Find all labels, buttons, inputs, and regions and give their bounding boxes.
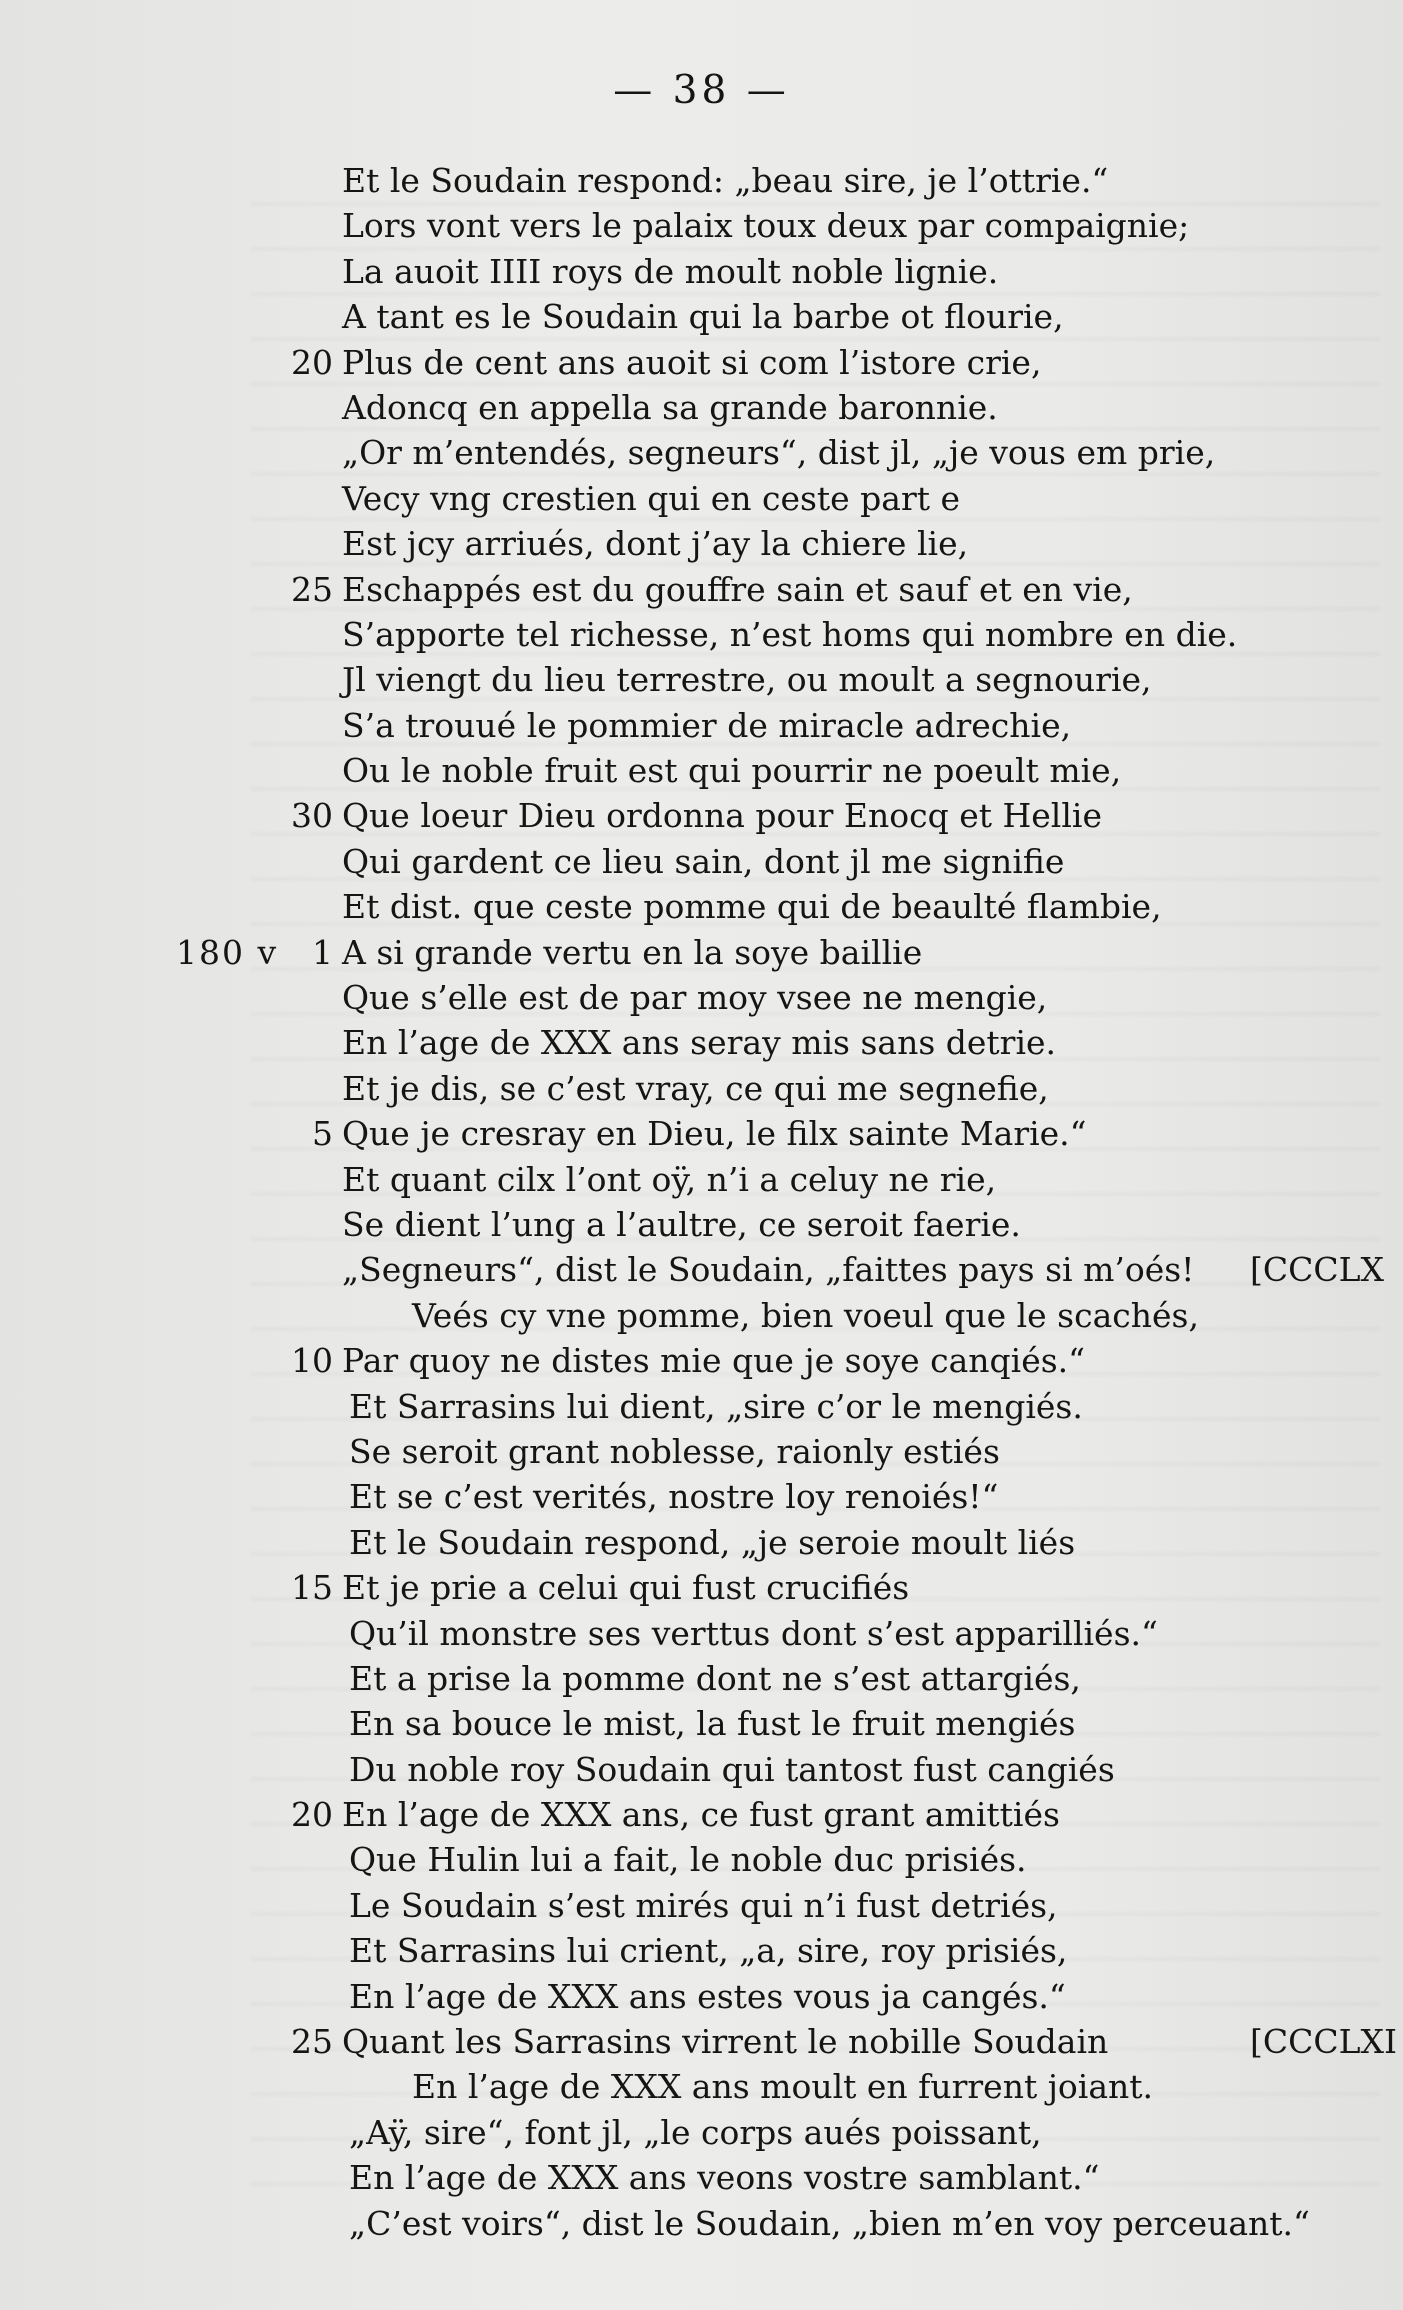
verse-text: Le Soudain s’est mirés qui n’i fust detriés, [349, 1885, 1058, 1925]
verse-line [0, 2201, 1403, 2246]
verse-text: „Aÿ, sire“, font jl, „le corps aués poissant, [349, 2112, 1042, 2152]
line-number: 20 [291, 1795, 333, 1835]
verse-line [0, 340, 1403, 385]
line-number: 1 [312, 932, 333, 972]
verse-line [0, 1565, 1403, 1610]
verse-line [0, 930, 1403, 975]
verse-text: Qu’il monstre ses verttus dont s’est apparilliés.“ [349, 1613, 1158, 1653]
verse-text: Vecy vng crestien qui en ceste part e [342, 478, 961, 518]
verse-text: En l’age de XXX ans estes vous ja cangés.“ [349, 1976, 1066, 2016]
verse-line [0, 1701, 1403, 1746]
verse-text: Veés cy vne pomme, bien voeul que le scachés, [412, 1295, 1199, 1335]
stanza-marker: [CCCLX [1250, 1250, 1385, 1290]
verse-text: A si grande vertu en la soye baillie [342, 932, 923, 972]
verse-line [0, 2064, 1403, 2109]
verse-text: En l’age de XXX ans, ce fust grant amittiés [342, 1795, 1060, 1835]
verse-text: „Or m’entendés, segneurs“, dist jl, „je vous em prie, [342, 433, 1216, 473]
verse-line [0, 1066, 1403, 1111]
verse-text: Que je cresray en Dieu, le filx sainte Marie.“ [342, 1114, 1087, 1154]
verse-line [0, 1611, 1403, 1656]
folio-marker: 180 v [176, 932, 279, 972]
verse-line [0, 748, 1403, 793]
verse-text: Qui gardent ce lieu sain, dont jl me signifie [342, 841, 1065, 881]
verse-text: Et a prise la pomme dont ne s’est attargiés, [349, 1658, 1081, 1698]
verse-line [0, 2155, 1403, 2200]
verse-line [0, 294, 1403, 339]
verse-text: Eschappés est du gouffre sain et sauf et en vie, [342, 569, 1133, 609]
verse-line [0, 1384, 1403, 1429]
verse-text: „C’est voirs“, dist le Soudain, „bien m’en voy perceuant.“ [349, 2203, 1310, 2243]
line-number: 10 [291, 1341, 333, 1381]
verse-line [0, 793, 1403, 838]
verse-line [0, 1656, 1403, 1701]
verse-line [0, 1520, 1403, 1565]
verse-text: Plus de cent ans auoit si com l’istore crie, [342, 342, 1042, 382]
page-number: — 38 — [613, 68, 790, 113]
verse-text: En l’age de XXX ans seray mis sans detrie. [342, 1023, 1057, 1063]
verse-text: Ou le noble fruit est qui pourrir ne poeult mie, [342, 751, 1122, 791]
verse-line [0, 1111, 1403, 1156]
verse-line [0, 839, 1403, 884]
verse-line [0, 2019, 1403, 2064]
verse-text: Quant les Sarrasins virrent le nobille Soudain [342, 2022, 1109, 2062]
verse-line [0, 476, 1403, 521]
verse-text: Du noble roy Soudain qui tantost fust cangiés [349, 1749, 1115, 1789]
verse-line [0, 1020, 1403, 1065]
verse-text: En l’age de XXX ans moult en furrent joiant. [412, 2067, 1154, 2107]
line-number: 15 [291, 1568, 333, 1608]
verse-text: Et Sarrasins lui crient, „a, sire, roy prisiés, [349, 1931, 1068, 1971]
verse-line [0, 430, 1403, 475]
verse-text: La auoit IIII roys de moult noble lignie. [342, 251, 999, 291]
verse-text: Adoncq en appella sa grande baronnie. [342, 387, 998, 427]
verse-text: Est jcy arriués, dont j’ay la chiere lie, [342, 524, 969, 564]
verse-line [0, 1928, 1403, 1973]
verse-line [0, 1974, 1403, 2019]
verse-text: „Segneurs“, dist le Soudain, „faittes pays si m’oés! [342, 1250, 1195, 1290]
verse-text: Et le Soudain respond: „beau sire, je l’ottrie.“ [342, 161, 1109, 200]
verse-text: Et dist. que ceste pomme qui de beaulté flambie, [342, 887, 1162, 927]
verse-text: En sa bouce le mist, la fust le fruit mengiés [349, 1704, 1076, 1744]
verse-text: Et je dis, se c’est vray, ce qui me segnefie, [342, 1068, 1049, 1108]
verse-text: Jl viengt du lieu terrestre, ou moult a segnourie, [342, 660, 1152, 700]
verse-line [0, 1429, 1403, 1474]
verse-line [0, 1293, 1403, 1338]
verse-line [0, 1157, 1403, 1202]
verse-line [0, 1338, 1403, 1383]
verse-line [0, 521, 1403, 566]
verse-text: Se dient l’ung a l’aultre, ce seroit faerie. [342, 1204, 1021, 1244]
verse-line [0, 2110, 1403, 2155]
verse-line [0, 612, 1403, 657]
verse-text: Et se c’est verités, nostre loy renoiés!“ [349, 1477, 999, 1517]
line-number: 30 [291, 796, 333, 836]
verse-text: Et je prie a celui qui fust crucifiés [342, 1568, 910, 1608]
verse-line [0, 385, 1403, 430]
verse-line [0, 1792, 1403, 1837]
verse-line [0, 657, 1403, 702]
line-number: 25 [291, 569, 333, 609]
verse-text: En l’age de XXX ans veons vostre samblant.“ [349, 2158, 1100, 2198]
verse-line [0, 1247, 1403, 1292]
line-number: 20 [291, 342, 333, 382]
verse-block [0, 158, 1403, 2246]
verse-line [0, 975, 1403, 1020]
verse-line [0, 567, 1403, 612]
verse-text: Que Hulin lui a fait, le noble duc prisiés. [349, 1840, 1027, 1880]
verse-text: Lors vont vers le palaix toux deux par compaignie; [342, 206, 1190, 246]
verse-text: S’a trouué le pommier de miracle adrechie, [342, 705, 1072, 745]
verse-text: A tant es le Soudain qui la barbe ot flourie, [342, 297, 1064, 337]
stanza-marker: [CCCLXI [1250, 2022, 1398, 2062]
verse-text: Par quoy ne distes mie que je soye canqiés.“ [342, 1341, 1086, 1381]
verse-line [0, 1883, 1403, 1928]
verse-line [0, 1202, 1403, 1247]
verse-line [0, 884, 1403, 929]
line-number: 5 [312, 1114, 333, 1154]
verse-text: Et quant cilx l’ont oÿ, n’i a celuy ne rie, [342, 1159, 997, 1199]
verse-text: Et le Soudain respond, „je seroie moult liés [349, 1522, 1076, 1562]
verse-line [0, 703, 1403, 748]
verse-text: Que s’elle est de par moy vsee ne mengie, [342, 978, 1048, 1018]
verse-line [0, 203, 1403, 248]
line-number: 25 [291, 2022, 333, 2062]
verse-text: Et Sarrasins lui dient, „sire c’or le mengiés. [349, 1386, 1083, 1426]
verse-text: S’apporte tel richesse, n’est homs qui nombre en die. [342, 614, 1238, 654]
verse-line [0, 158, 1403, 203]
verse-line [0, 1837, 1403, 1882]
verse-text: Se seroit grant noblesse, raionly estiés [349, 1431, 1000, 1471]
verse-text: Que loeur Dieu ordonna pour Enocq et Hellie [342, 796, 1102, 836]
verse-line [0, 249, 1403, 294]
verse-line [0, 1474, 1403, 1519]
verse-line [0, 1747, 1403, 1792]
